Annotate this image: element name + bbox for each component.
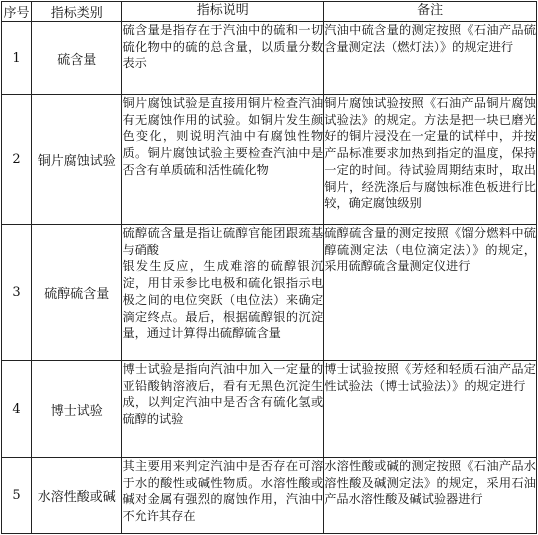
header-description: 指标说明 (122, 2, 324, 22)
indicator-description (122, 225, 324, 361)
indicator-category: 硫含量 (32, 22, 122, 95)
spec-table (1, 1, 537, 534)
header-no: 序号 (2, 2, 32, 22)
header-notes: 备注 (324, 2, 537, 22)
table-row (2, 458, 537, 534)
indicator-category: 水溶性酸或碱 (32, 458, 122, 534)
row-number: 4 (2, 361, 32, 458)
indicator-note: 水溶性酸或碱的测定按照《石油产品水溶性酸及碱测定法》的规定，采用石油产品水溶性酸及碱试验器进行 (324, 458, 537, 534)
row-number: 2 (2, 95, 32, 225)
description-paragraph: 银发生反应，生成难溶的硫醇银沉淀，用甘汞参比电极和硫化银指示电极之间的电位突跃（电位法）来确定滴定终点。最后，根据硫醇银的沉淀量，通过计算得出硫醇硫含量 (122, 259, 324, 341)
indicator-category: 铜片腐蚀试验 (32, 95, 122, 225)
description-paragraph: 硫含量是指存在于汽油中的硫和一切硫化物中的硫的总含量，以质量分数表示 (122, 23, 324, 71)
indicator-description (122, 22, 324, 95)
indicator-note: 硫醇硫含量的测定按照《馏分燃料中硫醇硫测定法（电位滴定法）》的规定，采用硫醇硫含量测定仪进行 (324, 225, 537, 361)
description-paragraph: 博士试验是指向汽油中加入一定量的亚铅酸钠溶液后，看有无黑色沉淀生成，以判定汽油中是否含有硫化氢或硫醇的试验 (122, 362, 324, 427)
description-paragraph: 其主要用来判定汽油中是否存在可溶于水的酸性或碱性物质。水溶性酸或碱对金属有强烈的腐蚀作用，汽油中不允许其存在 (122, 459, 324, 524)
indicator-description (122, 361, 324, 458)
table-row (2, 22, 537, 95)
table-row (2, 225, 537, 361)
indicator-category: 硫醇硫含量 (32, 225, 122, 361)
indicator-note: 铜片腐蚀试验按照《石油产品铜片腐蚀试验法》的规定。方法是把一块已磨光好的铜片浸没在一定量的试样中，并按产品标准要求加热到指定的温度，保持一定的时间。待试验周期结束时，取出铜片，经洗涤后与腐蚀标准色板进行比较，确定腐蚀级别 (324, 95, 537, 225)
indicator-note: 博士试验按照《芳烃和轻质石油产品定性试验法（博士试验法）》的规定进行 (324, 361, 537, 458)
row-number: 5 (2, 458, 32, 534)
indicator-description (122, 458, 324, 534)
header-row (2, 2, 537, 22)
indicator-note: 汽油中硫含量的测定按照《石油产品硫含量测定法（燃灯法）》的规定进行 (324, 22, 537, 95)
description-paragraph: 硫醇硫含量是指让硫醇官能团跟巯基与硝酸 (122, 226, 324, 257)
table-row (2, 361, 537, 458)
description-paragraph: 铜片腐蚀试验是直接用铜片检查汽油有无腐蚀作用的试验。如铜片发生颜色变化，则说明汽油中有腐蚀性物质。铜片腐蚀试验主要检查汽油中是否含有单质硫和活性硫化物 (122, 96, 324, 177)
indicator-category: 博士试验 (32, 361, 122, 458)
indicator-description (122, 95, 324, 225)
row-number: 3 (2, 225, 32, 361)
header-category: 指标类别 (32, 2, 122, 22)
row-number: 1 (2, 22, 32, 95)
table-row (2, 95, 537, 225)
